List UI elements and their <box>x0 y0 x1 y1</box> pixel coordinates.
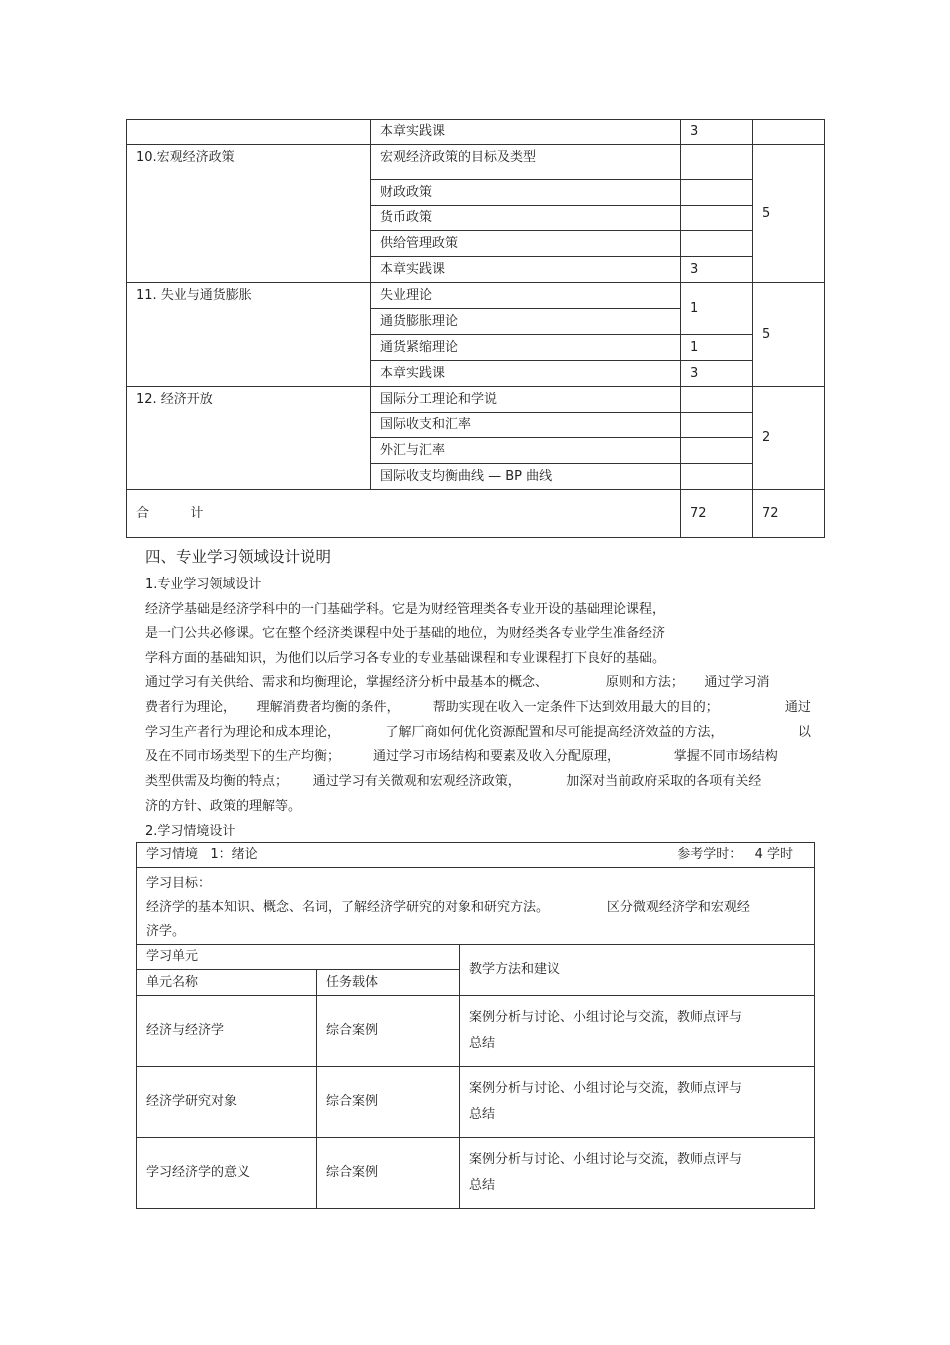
method-line: 案例分析与讨论、小组讨论与交流，教师点评与 <box>469 1081 743 1096</box>
goal-label: 学习目标： <box>146 876 212 891</box>
hours-cell: 1 <box>681 335 753 361</box>
section-heading: 四、专业学习领域设计说明 <box>145 548 332 566</box>
topic-cell: 本章实践课 <box>371 257 681 283</box>
paragraph-line: 通过学习有关供给、需求和均衡理论，掌握经济分析中最基本的概念、 原则和方法； 通过学习消 <box>145 675 770 690</box>
table-row <box>137 996 815 1067</box>
hours-cell <box>681 464 753 490</box>
paragraph-line: 学习生产者行为理论和成本理论， 了解厂商如何优化资源配置和尽可能提高经济效益的方法， 以 <box>145 725 811 740</box>
unit-carrier: 综合案例 <box>317 1067 460 1138</box>
topic-cell: 财政政策 <box>371 180 681 206</box>
unit-header: 学习单元 <box>137 945 460 970</box>
goal-line: 经济学的基本知识、概念、名词，了解经济学研究的对象和研究方法。 区分微观经济学和宏观经 <box>146 900 750 915</box>
hours-cell <box>681 231 753 257</box>
table-row <box>127 145 825 180</box>
hours-cell: 1 <box>681 283 753 335</box>
topic-cell: 供给管理政策 <box>371 231 681 257</box>
table-row <box>127 387 825 413</box>
paragraph-line: 费者行为理论， 理解消费者均衡的条件， 帮助实现在收入一定条件下达到效用最大的目的； 通过 <box>145 700 811 715</box>
col-carrier: 任务载体 <box>317 970 460 996</box>
chapter-title: 11. 失业与通货膨胀 <box>127 283 371 387</box>
chapter-title: 10.宏观经济政策 <box>127 145 371 283</box>
topic-cell: 国际分工理论和学说 <box>371 387 681 413</box>
topic-cell: 宏观经济政策的目标及类型 <box>371 145 681 180</box>
table-row <box>137 945 815 970</box>
table-row <box>137 868 815 945</box>
method-header: 教学方法和建议 <box>460 945 815 996</box>
table-row <box>137 1138 815 1209</box>
table-row <box>127 120 825 145</box>
hours-cell <box>681 145 753 180</box>
hours-cell <box>681 438 753 464</box>
paragraph-line: 及在不同市场类型下的生产均衡； 通过学习市场结构和要素及收入分配原理， 掌握不同市场结构 <box>145 749 778 764</box>
table-row <box>137 1067 815 1138</box>
method-line: 总结 <box>469 1178 496 1193</box>
subsection-title: 2.学习情境设计 <box>145 824 236 839</box>
total-sum: 72 <box>753 490 825 538</box>
subsection-title: 1.专业学习领域设计 <box>145 577 262 592</box>
goal-line: 济学。 <box>146 924 186 939</box>
unit-name: 学习经济学的意义 <box>137 1138 317 1209</box>
topic-cell: 本章实践课 <box>371 120 681 145</box>
chapter-total: 5 <box>753 145 825 283</box>
topic-cell: 通货膨胀理论 <box>371 309 681 335</box>
topic-cell: 失业理论 <box>371 283 681 309</box>
topic-cell: 外汇与汇率 <box>371 438 681 464</box>
hours-cell <box>681 387 753 413</box>
unit-name: 经济学研究对象 <box>137 1067 317 1138</box>
situation-title: 学习情境 1：绪论 <box>146 847 258 862</box>
hours-cell: 3 <box>681 120 753 145</box>
method-line: 总结 <box>469 1036 496 1051</box>
situation-table <box>136 842 815 1209</box>
method-line: 总结 <box>469 1107 496 1122</box>
topic-cell: 国际收支均衡曲线 — BP 曲线 <box>371 464 681 490</box>
topic-cell: 本章实践课 <box>371 361 681 387</box>
hours-table <box>126 119 825 538</box>
col-unit-name: 单元名称 <box>137 970 317 996</box>
hours-cell: 3 <box>681 257 753 283</box>
method-line: 案例分析与讨论、小组讨论与交流，教师点评与 <box>469 1152 743 1167</box>
paragraph-line: 济的方针、政策的理解等。 <box>145 799 302 814</box>
chapter-total: 2 <box>753 387 825 490</box>
hours-cell: 3 <box>681 361 753 387</box>
unit-name: 经济与经济学 <box>137 996 317 1067</box>
paragraph-line: 学科方面的基础知识，为他们以后学习各专业的专业基础课程和专业课程打下良好的基础。 <box>145 651 666 666</box>
topic-cell: 国际收支和汇率 <box>371 413 681 438</box>
topic-cell: 通货紧缩理论 <box>371 335 681 361</box>
reference-hours: 参考学时： 4 学时 <box>677 847 794 862</box>
paragraph-line: 是一门公共必修课。它在整个经济类课程中处于基础的地位，为财经类各专业学生准备经济 <box>145 626 666 641</box>
hours-cell <box>681 413 753 438</box>
unit-carrier: 综合案例 <box>317 1138 460 1209</box>
method-line: 案例分析与讨论、小组讨论与交流，教师点评与 <box>469 1010 743 1025</box>
chapter-title: 12. 经济开放 <box>127 387 371 490</box>
topic-cell: 货币政策 <box>371 206 681 231</box>
total-row <box>127 490 825 538</box>
table-row <box>127 283 825 309</box>
paragraph-line: 经济学基础是经济学科中的一门基础学科。它是为财经管理类各专业开设的基础理论课程， <box>145 602 666 617</box>
hours-cell <box>681 180 753 206</box>
hours-cell <box>681 206 753 231</box>
total-label: 合 计 <box>127 490 681 538</box>
unit-carrier: 综合案例 <box>317 996 460 1067</box>
paragraph-line: 类型供需及均衡的特点； 通过学习有关微观和宏观经济政策， 加深对当前政府采取的各项有关经 <box>145 774 762 789</box>
chapter-total: 5 <box>753 283 825 387</box>
table-row <box>137 843 815 868</box>
total-hours: 72 <box>681 490 753 538</box>
